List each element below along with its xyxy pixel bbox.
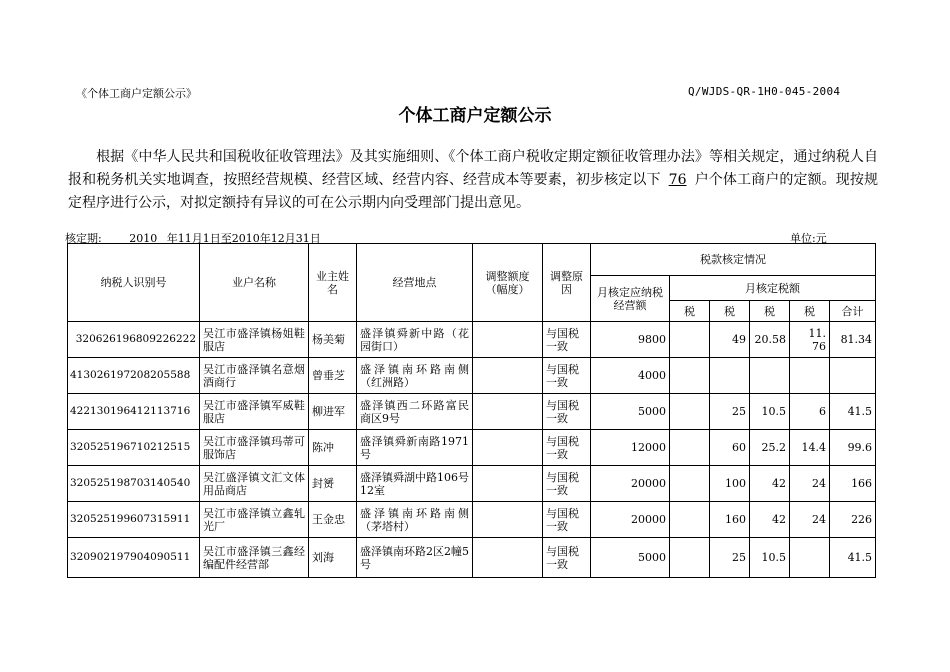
table-row	[68, 502, 876, 538]
cell-taxpayer-id: 413026197208205588	[68, 358, 200, 394]
cell-business-name: 吴江市盛泽镇三鑫经编配件经营部	[200, 538, 309, 578]
cell-turnover: 4000	[591, 358, 670, 394]
cell-owner: 陈冲	[309, 430, 357, 466]
cell-address: 盛泽镇南环路南侧（茅塔村）	[357, 502, 473, 538]
document-form-name: 《个体工商户定额公示》	[76, 87, 197, 100]
cell-total: 41.5	[830, 538, 876, 578]
table-row	[68, 394, 876, 430]
cell-business-name: 吴江市盛泽镇名意烟酒商行	[200, 358, 309, 394]
cell-address: 盛泽镇舜新中路（花园街口）	[357, 322, 473, 358]
header-monthly-tax: 月核定税额	[670, 276, 876, 301]
cell-tax-3: 25.2	[750, 430, 790, 466]
quota-table	[67, 243, 876, 578]
table-row	[68, 538, 876, 578]
header-total: 合计	[830, 301, 876, 322]
table-row	[68, 430, 876, 466]
cell-total: 99.6	[830, 430, 876, 466]
cell-turnover: 5000	[591, 538, 670, 578]
cell-adjust-amount	[473, 502, 543, 538]
cell-tax-4	[790, 358, 830, 394]
cell-total: 41.5	[830, 394, 876, 430]
cell-adjust-reason: 与国税一致	[543, 538, 591, 578]
cell-owner: 刘海	[309, 538, 357, 578]
cell-tax-3: 42	[750, 466, 790, 502]
cell-adjust-reason: 与国税一致	[543, 502, 591, 538]
header-monthly-turnover: 月核定应纳税经营额	[591, 276, 670, 322]
cell-tax-4: 6	[790, 394, 830, 430]
document-code: Q/WJDS-QR-1H0-045-2004	[688, 85, 841, 98]
cell-tax-3	[750, 358, 790, 394]
header-tax-group: 税款核定情况	[591, 244, 876, 276]
cell-taxpayer-id: 422130196412113716	[68, 394, 200, 430]
cell-tax-4	[790, 538, 830, 578]
cell-tax-4: 11.76	[790, 322, 830, 358]
cell-address: 盛泽镇西二环路富民商区9号	[357, 394, 473, 430]
header-adjust-reason: 调整原因	[543, 244, 591, 322]
cell-tax-2: 49	[710, 322, 750, 358]
intro-text-2: 户个体工商户的定额。现按规定程序进行公示，对拟定额持有异议的可在公示期内向受理部门提出意见。	[68, 172, 879, 211]
table-row	[68, 358, 876, 394]
merchant-count: 76	[668, 172, 687, 188]
cell-tax-4: 24	[790, 502, 830, 538]
header-taxpayer-id: 纳税人识别号	[68, 244, 200, 322]
cell-taxpayer-id: 320626196809226222	[68, 322, 200, 358]
header-adjust-amount: 调整额度（幅度）	[473, 244, 543, 322]
cell-adjust-reason: 与国税一致	[543, 466, 591, 502]
cell-adjust-amount	[473, 322, 543, 358]
header-tax-3: 税	[750, 301, 790, 322]
cell-total: 81.34	[830, 322, 876, 358]
cell-tax-3: 20.58	[750, 322, 790, 358]
cell-tax-2: 25	[710, 394, 750, 430]
cell-owner: 王金忠	[309, 502, 357, 538]
cell-tax-1	[670, 394, 710, 430]
cell-tax-3: 10.5	[750, 394, 790, 430]
cell-taxpayer-id: 320525199607315911	[68, 502, 200, 538]
intro-paragraph	[68, 146, 878, 215]
header-tax-4: 税	[790, 301, 830, 322]
cell-turnover: 12000	[591, 430, 670, 466]
cell-adjust-reason: 与国税一致	[543, 430, 591, 466]
cell-business-name: 吴江市盛泽镇杨姐鞋服店	[200, 322, 309, 358]
header-owner: 业主姓名	[309, 244, 357, 322]
cell-turnover: 9800	[591, 322, 670, 358]
cell-adjust-reason: 与国税一致	[543, 322, 591, 358]
cell-total: 166	[830, 466, 876, 502]
cell-business-name: 吴江盛泽镇文汇文体用品商店	[200, 466, 309, 502]
cell-business-name: 吴江市盛泽镇军威鞋服店	[200, 394, 309, 430]
cell-owner: 柳进军	[309, 394, 357, 430]
cell-business-name: 吴江市盛泽镇玛蒂可服饰店	[200, 430, 309, 466]
period-year: 2010	[129, 232, 158, 245]
cell-address: 盛泽镇舜新南路1971号	[357, 430, 473, 466]
cell-tax-1	[670, 502, 710, 538]
intro-text-1: 根据《中华人民共和国税收征收管理法》及其实施细则、《个体工商户税收定期定额征收管理办法》等相关规定，通过纳税人自报和税务机关实地调查，按照经营规模、经营区域、经营内容、经营成本等要素，初步核定以下	[68, 149, 878, 188]
unit-label: 单位:元	[790, 232, 827, 245]
cell-turnover: 5000	[591, 394, 670, 430]
cell-tax-1	[670, 538, 710, 578]
cell-owner: 杨美菊	[309, 322, 357, 358]
cell-turnover: 20000	[591, 466, 670, 502]
cell-adjust-amount	[473, 466, 543, 502]
period-range: 年11月1日至2010年12月31日	[166, 232, 321, 245]
header-tax-2: 税	[710, 301, 750, 322]
cell-tax-2: 60	[710, 430, 750, 466]
cell-adjust-amount	[473, 430, 543, 466]
header-tax-1: 税	[670, 301, 710, 322]
cell-adjust-amount	[473, 538, 543, 578]
cell-owner: 曾垂芝	[309, 358, 357, 394]
cell-business-name: 吴江市盛泽镇立鑫轧光厂	[200, 502, 309, 538]
cell-tax-1	[670, 466, 710, 502]
cell-taxpayer-id: 320902197904090511	[68, 538, 200, 578]
header-address: 经营地点	[357, 244, 473, 322]
cell-adjust-amount	[473, 358, 543, 394]
cell-adjust-reason: 与国税一致	[543, 358, 591, 394]
cell-tax-3: 42	[750, 502, 790, 538]
cell-tax-1	[670, 322, 710, 358]
cell-taxpayer-id: 320525196710212515	[68, 430, 200, 466]
cell-tax-1	[670, 430, 710, 466]
cell-adjust-reason: 与国税一致	[543, 394, 591, 430]
cell-address: 盛泽镇南环路2区2幢5号	[357, 538, 473, 578]
cell-address: 盛泽镇舜湖中路106号12室	[357, 466, 473, 502]
cell-tax-4: 24	[790, 466, 830, 502]
cell-address: 盛泽镇南环路南侧（红洲路）	[357, 358, 473, 394]
period-label: 核定期:	[65, 232, 102, 245]
cell-taxpayer-id: 320525198703140540	[68, 466, 200, 502]
cell-tax-2: 25	[710, 538, 750, 578]
cell-tax-3: 10.5	[750, 538, 790, 578]
cell-total: 226	[830, 502, 876, 538]
cell-adjust-amount	[473, 394, 543, 430]
header-business-name: 业户名称	[200, 244, 309, 322]
cell-total	[830, 358, 876, 394]
cell-tax-2: 100	[710, 466, 750, 502]
cell-tax-1	[670, 358, 710, 394]
cell-owner: 封赟	[309, 466, 357, 502]
cell-turnover: 20000	[591, 502, 670, 538]
cell-tax-4: 14.4	[790, 430, 830, 466]
table-row	[68, 466, 876, 502]
table-row	[68, 322, 876, 358]
cell-tax-2	[710, 358, 750, 394]
page-title: 个体工商户定额公示	[398, 106, 552, 126]
cell-tax-2: 160	[710, 502, 750, 538]
